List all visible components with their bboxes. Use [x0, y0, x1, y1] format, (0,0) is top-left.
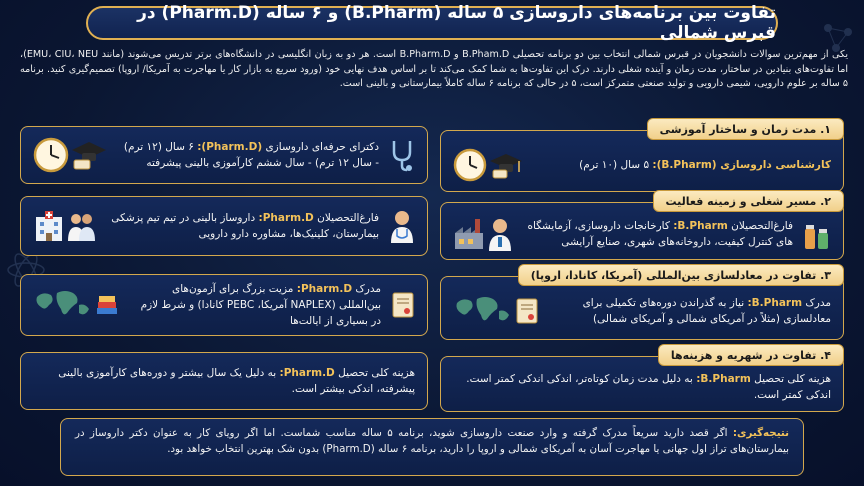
section-3-right [440, 264, 844, 340]
section-4-bpharm-prefix: هزینه کلی تحصیل [750, 373, 831, 385]
section-2-pharmd-card [20, 196, 428, 256]
world-map-icon [33, 287, 93, 323]
graduation-cap-icon [71, 138, 107, 172]
conclusion-box [60, 418, 804, 476]
conclusion-label: نتیجه‌گیری: [732, 427, 789, 439]
section-1-pharmd-prefix: دکترای حرفه‌ای داروسازی [262, 141, 379, 153]
section-3-tag: ۳. تفاوت در معادلسازی بین‌المللی (آمریکا، کانادا، اروپا) [518, 264, 844, 286]
section-4-bpharm-text: به دلیل مدت زمان کوتاه‌تر، اندکی اندکی کمتر است. اندکی کمتر است. [466, 373, 831, 401]
section-4-pharmd-card [20, 352, 428, 410]
graduation-cap-icon [489, 148, 523, 182]
section-3-bpharm-label: B.Pharm: [747, 297, 803, 309]
section-3-pharmd-card [20, 274, 428, 336]
intro-paragraph: یکی از مهم‌ترین سوالات دانشجویان در قبرس شمالی انتخاب بین دو برنامه تحصیلی B.Pham.D و B.Pharm.D است. هر دو به زبان انگلیسی در دانشگاه‌های برتر تدریس می‌شوند (مانند EMU، CIU، NEU)، اما تفاوت‌های بنیادین در ساختار، مدت زمان و آینده شغلی دارند. درک این تفاوت‌ها به شما کمک می‌کند تا بر اساس هدف نهایی خود (ورود سریع به بازار کار یا مهاجرت به آمریکا/ اروپا) تصمیم‌گیری کنید. برنامه ۵ ساله بر علوم دارویی، شیمی دارویی و تولید صنعتی متمرکز است، ۵ در حالی که برنامه ۶ ساله کاملاً بیمارستانی و بالینی است. [20, 49, 849, 89]
section-1-pharmd-text: ۶ سال (۱۲ ترم) - سال ۱۲ ترم) - سال ششم کارآموزی بالینی پیشرفته [123, 141, 379, 169]
section-4-pharmd-prefix: هزینه کلی تحصیل [334, 367, 415, 379]
section-4-tag: ۴. تفاوت در شهریه و هزینه‌ها [658, 344, 844, 366]
section-3-pharmd-label: Pharm.D: [296, 283, 353, 295]
section-4-pharmd-label: Pharm.D: [279, 367, 335, 379]
section-1-pharmd-label: (Pharm.D): [197, 141, 263, 153]
books-icon [95, 292, 119, 318]
section-1-right [440, 118, 844, 192]
section-2-bpharm-label: B.Pharm: [673, 220, 728, 232]
clock-icon [453, 148, 487, 182]
certificate-icon [515, 297, 539, 325]
certificate-icon [391, 291, 415, 319]
factory-icon [453, 217, 485, 251]
section-2-right [440, 190, 844, 260]
doctor-icon [389, 209, 415, 243]
section-2-tag: ۲. مسیر شغلی و زمینه فعالیت [653, 190, 844, 212]
section-2-pharmd-text: داروساز بالینی در تیم تیم پزشکی بیمارستان، کلینیک‌ها، مشاوره دارو دارویی [111, 212, 379, 240]
section-2-pharmd-label: Pharm.D: [258, 212, 314, 224]
section-3-pharmd-text: مزیت بزرگ برای آزمون‌های بین‌المللی (NAPLEX آمریکا، PEBC کانادا) و شرط لازم در بسیاری از ایالت‌ها [140, 283, 381, 327]
section-3-bpharm-prefix: مدرک [802, 297, 831, 309]
section-2-bpharm-text: کارخانجات داروسازی، آزمایشگاه های کنترل کیفیت، داروخانه‌های شهری، صنایع آرایشی [527, 220, 793, 248]
section-3-pharmd-prefix: مدرک [352, 283, 381, 295]
section-2-pharmd-prefix: فارغ‌التحصیلان [313, 212, 379, 224]
clock-icon [33, 137, 69, 173]
pharmacist-icon [487, 217, 513, 251]
hospital-icon [33, 209, 65, 243]
stethoscope-icon [389, 138, 415, 172]
section-1-pharmd-card [20, 126, 428, 184]
section-1-bpharm-text: ۵ سال (۱۰ ترم) [579, 159, 653, 171]
medicine-bottles-icon [803, 217, 831, 251]
section-3-bpharm-text: نیاز به گذراندن دوره‌های تکمیلی برای معادلسازی (مثلاً در آمریکای شمالی و آمریکای شمالی) [582, 297, 831, 325]
page-title-text: تفاوت بین برنامه‌های داروسازی ۵ ساله (B.Pharm) و ۶ ساله (Pharm.D) در قبرس شمالی [137, 3, 776, 43]
section-4-bpharm-label: B.Pharm: [696, 373, 751, 385]
conclusion-text: اگر قصد دارید سریعاً مدرک گرفته و وارد صنعت داروسازی شوید، برنامه ۵ ساله مناسب شماست. اما اگر رویای کار به عنوان دکتر داروساز در بیمارستان‌های تراز اول جهانی یا مهاجرت آسان به آمریکای شمالی و اروپا را دارید، برنامه ۶ ساله (Pharm.D) بدون شک بهترین انتخاب خواهد بود. [75, 427, 789, 455]
section-1-bpharm-label: کارشناسی داروسازی (B.Pharm): [652, 159, 831, 171]
section-4-pharmd-text: به دلیل یک سال بیشتر و دوره‌های کارآموزی بالینی پیشرفته، اندکی بیشتر است. [58, 367, 415, 395]
section-1-tag: ۱. مدت زمان و ساختار آموزشی [647, 118, 844, 140]
team-icon [67, 209, 95, 243]
world-map-icon [453, 293, 513, 329]
section-4-right [440, 344, 844, 412]
section-2-bpharm-prefix: فارغ‌التحصیلان [727, 220, 793, 232]
page-title [86, 3, 778, 43]
